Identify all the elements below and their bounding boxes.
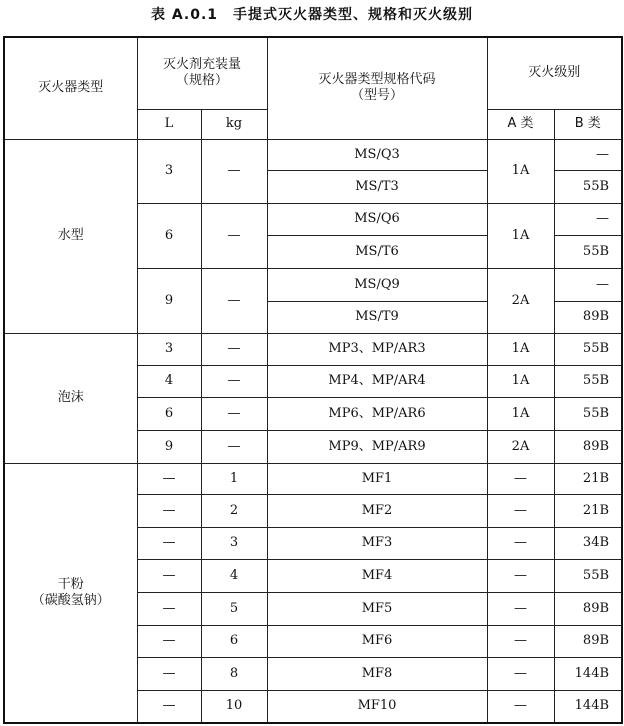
cell-l: 6	[137, 203, 201, 268]
table-header	[4, 37, 622, 139]
cell-code: MS/Q3	[267, 139, 487, 171]
cell-code: MS/Q9	[267, 268, 487, 301]
cell-class-b: 55B	[554, 171, 622, 204]
cell-code: MF1	[267, 463, 487, 495]
cell-class-b: —	[554, 139, 622, 171]
header-class-a: A 类	[487, 109, 554, 139]
type-cell-water: 水型	[4, 139, 137, 334]
cell-l: 4	[137, 365, 201, 398]
cell-code: MP9、MP/AR9	[267, 430, 487, 463]
cell-l: —	[137, 625, 201, 658]
header-type: 灭火器类型	[4, 37, 137, 139]
type-powder-sub: （碳酸氢钠）	[31, 592, 110, 608]
cell-code: MF6	[267, 625, 487, 658]
type-powder-name: 干粉	[57, 576, 84, 592]
cell-kg: 2	[201, 495, 267, 528]
cell-class-b: —	[554, 203, 622, 236]
cell-l: —	[137, 593, 201, 626]
cell-class-a: 2A	[487, 430, 554, 463]
cell-code: MP3、MP/AR3	[267, 334, 487, 366]
cell-l: —	[137, 495, 201, 528]
cell-class-a: —	[487, 560, 554, 593]
header-unit-l: L	[137, 109, 201, 139]
cell-class-b: 55B	[554, 560, 622, 593]
cell-class-a: —	[487, 690, 554, 723]
header-class-b: B 类	[554, 109, 622, 139]
cell-code: MP6、MP/AR6	[267, 398, 487, 431]
cell-l: 9	[137, 430, 201, 463]
group-foam	[4, 334, 622, 463]
type-cell-foam: 泡沫	[4, 334, 137, 463]
cell-class-b: 144B	[554, 658, 622, 691]
cell-l: 3	[137, 334, 201, 366]
cell-code: MF4	[267, 560, 487, 593]
cell-code: MS/T9	[267, 301, 487, 334]
cell-class-b: 89B	[554, 625, 622, 658]
cell-class-b: 55B	[554, 334, 622, 366]
type-cell-powder	[4, 463, 137, 723]
group-powder	[4, 463, 622, 723]
cell-l: —	[137, 658, 201, 691]
cell-class-a: 1A	[487, 203, 554, 268]
cell-code: MS/Q6	[267, 203, 487, 236]
header-charge-sub: （规格）	[176, 73, 229, 89]
cell-class-b: 55B	[554, 398, 622, 431]
cell-kg: —	[201, 139, 267, 203]
cell-code: MP4、MP/AR4	[267, 365, 487, 398]
cell-class-a: —	[487, 495, 554, 528]
cell-l: —	[137, 527, 201, 560]
cell-l: 3	[137, 139, 201, 203]
group-water	[4, 139, 622, 334]
cell-class-b: 89B	[554, 301, 622, 334]
cell-class-b: 55B	[554, 236, 622, 269]
cell-kg: 6	[201, 625, 267, 658]
cell-class-a: —	[487, 463, 554, 495]
cell-class-b: 144B	[554, 690, 622, 723]
header-code-sub: （型号）	[351, 88, 404, 104]
cell-kg: —	[201, 398, 267, 431]
cell-code: MF3	[267, 527, 487, 560]
cell-class-b: 21B	[554, 495, 622, 528]
header-unit-kg: kg	[201, 109, 267, 139]
cell-code: MF5	[267, 593, 487, 626]
cell-kg: —	[201, 365, 267, 398]
cell-class-b: 89B	[554, 430, 622, 463]
cell-class-a: 1A	[487, 365, 554, 398]
header-rating: 灭火级别	[487, 37, 622, 109]
cell-code: MS/T6	[267, 236, 487, 269]
cell-class-a: —	[487, 527, 554, 560]
cell-kg: —	[201, 430, 267, 463]
cell-kg: —	[201, 334, 267, 366]
cell-l: —	[137, 690, 201, 723]
header-charge	[137, 37, 267, 109]
cell-kg: 5	[201, 593, 267, 626]
cell-l: —	[137, 560, 201, 593]
cell-l: 6	[137, 398, 201, 431]
cell-class-b: —	[554, 268, 622, 301]
cell-class-a: 1A	[487, 398, 554, 431]
header-code-label: 灭火器类型规格代码	[318, 72, 436, 87]
cell-class-b: 55B	[554, 365, 622, 398]
cell-code: MS/T3	[267, 171, 487, 204]
header-charge-label: 灭火剂充装量	[163, 57, 242, 72]
cell-kg: —	[201, 203, 267, 268]
cell-kg: 1	[201, 463, 267, 495]
cell-class-a: —	[487, 658, 554, 691]
cell-kg: 3	[201, 527, 267, 560]
cell-kg: —	[201, 268, 267, 333]
cell-code: MF10	[267, 690, 487, 723]
cell-code: MF8	[267, 658, 487, 691]
cell-kg: 10	[201, 690, 267, 723]
cell-class-a: —	[487, 625, 554, 658]
cell-code: MF2	[267, 495, 487, 528]
cell-class-a: 1A	[487, 139, 554, 203]
cell-class-a: —	[487, 593, 554, 626]
cell-class-b: 34B	[554, 527, 622, 560]
header-code	[267, 37, 487, 139]
cell-kg: 8	[201, 658, 267, 691]
extinguisher-table	[3, 36, 623, 724]
cell-class-a: 2A	[487, 268, 554, 333]
cell-class-b: 89B	[554, 593, 622, 626]
cell-class-a: 1A	[487, 334, 554, 366]
cell-l: —	[137, 463, 201, 495]
table-title: 表 A.0.1 手提式灭火器类型、规格和灭火级别	[150, 7, 474, 23]
cell-class-b: 21B	[554, 463, 622, 495]
cell-kg: 4	[201, 560, 267, 593]
cell-l: 9	[137, 268, 201, 333]
